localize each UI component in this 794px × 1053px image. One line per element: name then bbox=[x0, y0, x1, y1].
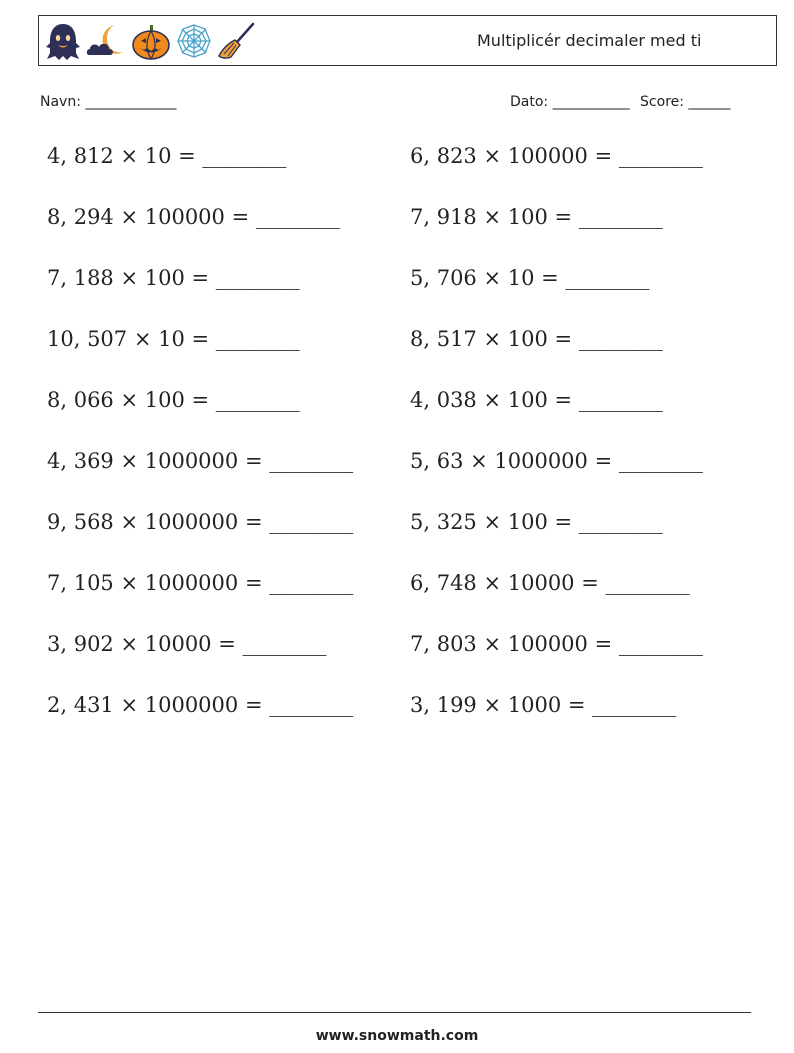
problem-11: 4, 369 × 1000000 = ________ bbox=[47, 449, 354, 473]
spiderweb-icon bbox=[175, 21, 213, 61]
problem-15: 7, 105 × 1000000 = ________ bbox=[47, 571, 354, 595]
problem-row bbox=[0, 388, 794, 428]
problem-4: 7, 918 × 100 = ________ bbox=[410, 205, 663, 229]
problem-row bbox=[0, 449, 794, 489]
name-field-label: Navn: _____________ bbox=[40, 94, 177, 110]
score-field-label: Score: ______ bbox=[640, 94, 731, 110]
meta-right bbox=[510, 94, 730, 110]
problem-10: 4, 038 × 100 = ________ bbox=[410, 388, 663, 412]
problem-16: 6, 748 × 10000 = ________ bbox=[410, 571, 690, 595]
problem-row bbox=[0, 571, 794, 611]
problem-9: 8, 066 × 100 = ________ bbox=[47, 388, 300, 412]
problem-row bbox=[0, 510, 794, 550]
problem-1: 4, 812 × 10 = ________ bbox=[47, 144, 287, 168]
problem-13: 9, 568 × 1000000 = ________ bbox=[47, 510, 354, 534]
problem-row bbox=[0, 144, 794, 184]
problem-row bbox=[0, 632, 794, 672]
footer-divider bbox=[38, 1012, 751, 1013]
problem-20: 3, 199 × 1000 = ________ bbox=[410, 693, 677, 717]
problem-row bbox=[0, 205, 794, 245]
broom-icon bbox=[217, 21, 257, 61]
problem-17: 3, 902 × 10000 = ________ bbox=[47, 632, 327, 656]
problem-14: 5, 325 × 100 = ________ bbox=[410, 510, 663, 534]
problem-2: 6, 823 × 100000 = ________ bbox=[410, 144, 703, 168]
problem-row bbox=[0, 327, 794, 367]
problem-7: 10, 507 × 10 = ________ bbox=[47, 327, 300, 351]
page-title: Multiplicér decimaler med ti bbox=[477, 31, 702, 50]
header-box bbox=[38, 15, 777, 66]
footer-url[interactable]: www.snowmath.com bbox=[315, 1028, 479, 1044]
problem-12: 5, 63 × 1000000 = ________ bbox=[410, 449, 703, 473]
moon-cloud-icon bbox=[85, 21, 127, 61]
problem-18: 7, 803 × 100000 = ________ bbox=[410, 632, 703, 656]
date-field-label: Dato: ___________ bbox=[510, 94, 630, 110]
problem-8: 8, 517 × 100 = ________ bbox=[410, 327, 663, 351]
ghost-icon bbox=[45, 21, 81, 61]
problem-3: 8, 294 × 100000 = ________ bbox=[47, 205, 340, 229]
problem-5: 7, 188 × 100 = ________ bbox=[47, 266, 300, 290]
icon-strip bbox=[45, 21, 257, 61]
problem-19: 2, 431 × 1000000 = ________ bbox=[47, 693, 354, 717]
problem-row bbox=[0, 266, 794, 306]
problem-row bbox=[0, 693, 794, 733]
pumpkin-icon bbox=[131, 21, 171, 61]
problem-6: 5, 706 × 10 = ________ bbox=[410, 266, 650, 290]
